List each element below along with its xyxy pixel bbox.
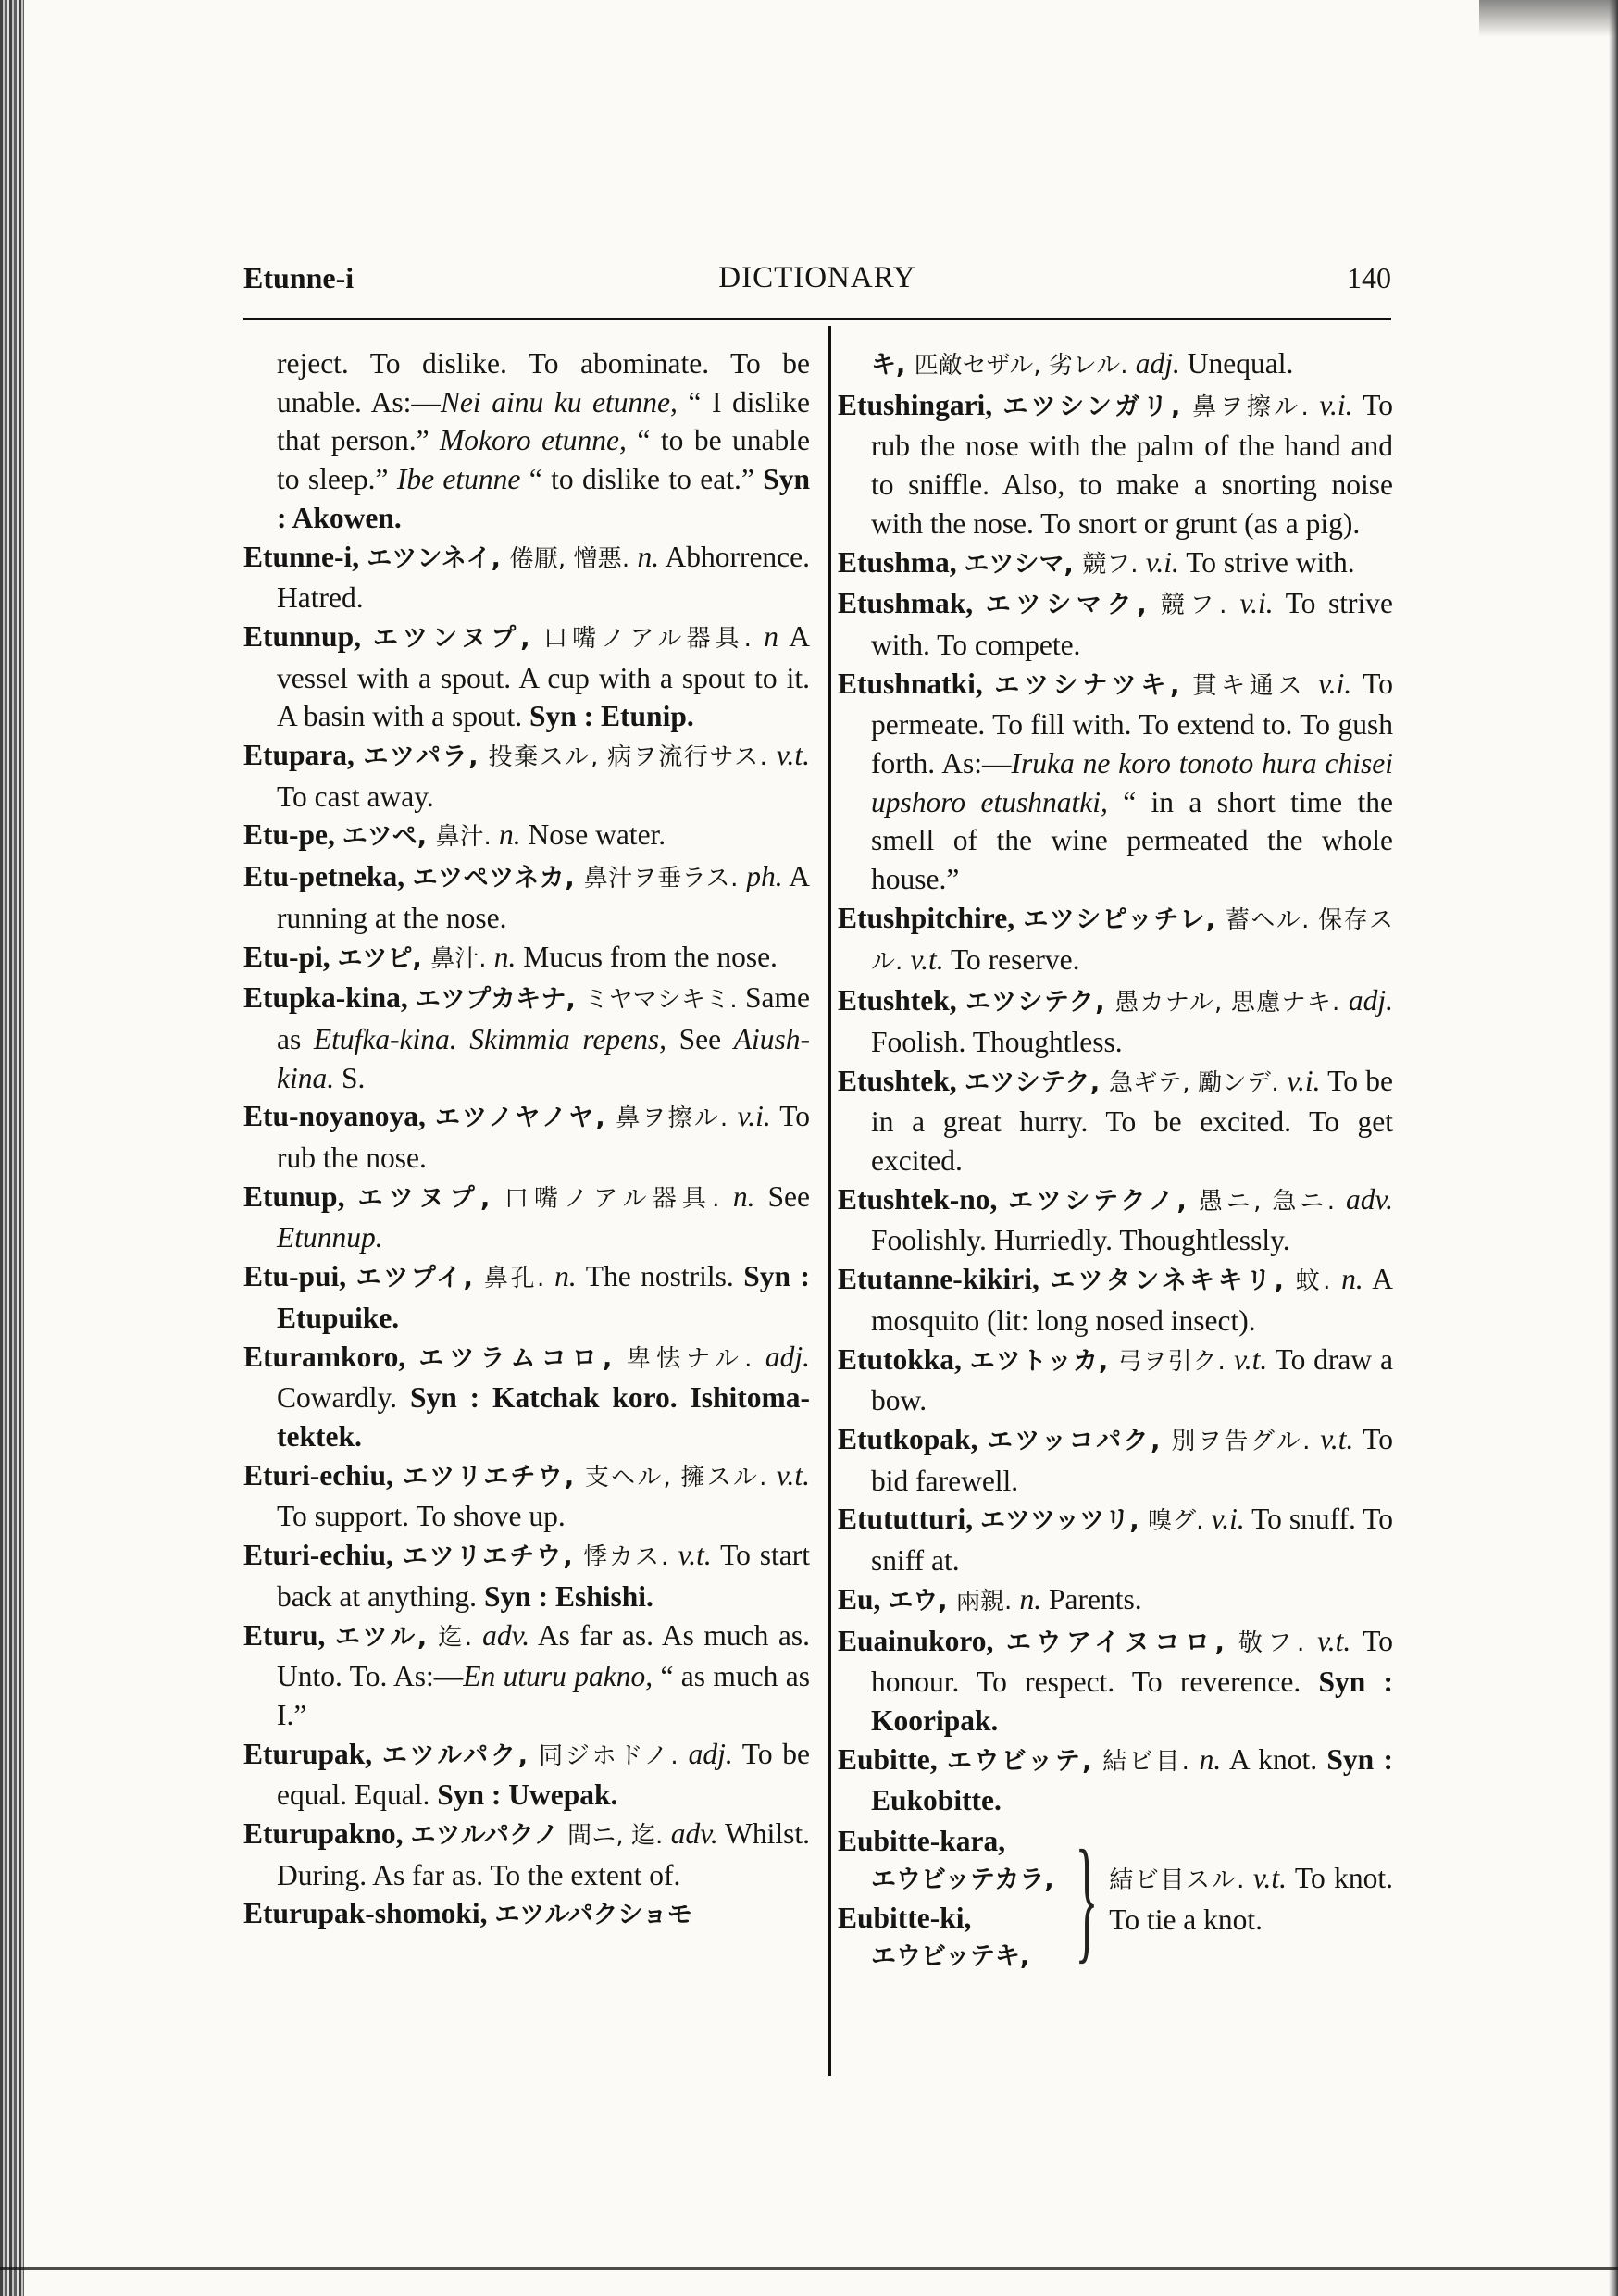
japanese-gloss: 結ビ目. — [1102, 1747, 1200, 1776]
japanese-gloss: 蚊. — [1295, 1267, 1342, 1296]
scan-bottom-edge — [0, 2267, 1618, 2270]
definition-text: “ to dislike to eat.” — [520, 463, 764, 496]
japanese-gloss: 結ビ目スル. — [1109, 1866, 1245, 1895]
headword-text: Syn : Eukobitte. — [871, 1742, 1394, 1817]
japanese-gloss: 鼻孔. — [483, 1265, 555, 1293]
japanese-gloss: 間ニ, 迄. — [567, 1822, 671, 1851]
italic-text: v.i. — [1287, 1064, 1321, 1097]
dictionary-entry — [838, 1260, 1393, 1340]
dictionary-entry — [243, 1616, 810, 1735]
japanese-gloss: 弓ヲ引ク. — [1117, 1347, 1235, 1376]
kana-text: エツプカキナ, — [415, 985, 585, 1015]
definition-text: To start back at anything. — [277, 1539, 810, 1613]
dictionary-entry — [243, 1735, 810, 1815]
kana-text: エツヌプ, — [357, 1183, 504, 1213]
page-binding-edge — [0, 0, 24, 2296]
kana-text: エツシテクノ, — [1007, 1186, 1199, 1216]
definition-text: Nose water. — [520, 818, 666, 852]
definition-text: To be equal. Equal. — [277, 1737, 810, 1812]
dictionary-entry — [838, 1341, 1393, 1420]
definition-text: To permeate. To fill with. To extend to. To gush forth. As:— — [871, 667, 1394, 780]
japanese-gloss: 倦厭, 憎悪. — [509, 544, 638, 573]
italic-text: Nei ainu ku etunne, — [440, 385, 678, 418]
definition-text: To strive with. To compete. — [871, 587, 1393, 661]
headword-text: Eturamkoro, — [243, 1340, 419, 1373]
headword-text: Etushingari, — [838, 388, 1003, 421]
japanese-gloss: ミヤマシキミ. — [584, 986, 746, 1015]
column-divider — [828, 326, 831, 2076]
dictionary-entry — [243, 736, 810, 816]
headword-text: Syn : Etupuike. — [277, 1260, 810, 1334]
definition-text: reject. To dislike. To abominate. To be unable. As:— — [277, 347, 810, 418]
italic-text: v.t. — [1234, 1342, 1268, 1376]
dictionary-entry — [838, 899, 1393, 981]
kana-text: エツパラ, — [363, 742, 489, 772]
kana-text: エツンネイ, — [367, 543, 510, 573]
dictionary-entry — [838, 1580, 1393, 1622]
definition-text: A mosquito (lit: long nosed insect). — [871, 1263, 1394, 1337]
definition-text: “ in a short time the smell of the wine permeated the whole house.” — [871, 785, 1393, 896]
italic-text: v.t. — [1317, 1624, 1351, 1657]
kana-text: エツンヌプ, — [372, 623, 544, 653]
italic-text: v.t. — [678, 1539, 712, 1572]
japanese-gloss: 鼻汁. — [430, 944, 494, 973]
definition-text: The nostrils. — [576, 1260, 744, 1293]
kana-text: エツリエチウ, — [403, 1462, 585, 1491]
headword-text: Etushpitchire, — [838, 901, 1024, 934]
headword-text: Etu-noyanoya, — [243, 1100, 435, 1133]
italic-text: adv. — [1345, 1182, 1394, 1216]
headword-text: Eturupak-shomoki, — [243, 1897, 495, 1930]
italic-text: adj. — [688, 1737, 733, 1770]
japanese-gloss: 急ギテ, 勵ンデ. — [1108, 1068, 1288, 1097]
definition-text: Foolish. Thoughtless. — [871, 1025, 1123, 1058]
italic-text: En uturu pakno, — [463, 1660, 653, 1693]
japanese-gloss: 口嘴ノアル器具. — [504, 1184, 733, 1213]
japanese-gloss: 口嘴ノアル器具. — [543, 624, 765, 653]
definition-text: Mucus from the nose. — [516, 940, 778, 973]
headword-text: Etunnup, — [243, 619, 373, 653]
headword-text: Etu-pe, — [243, 818, 342, 852]
headword-text: Syn : Katchak koro. Ishitoma-tektek. — [277, 1381, 811, 1453]
headword-text: Etu-petneka, — [243, 860, 413, 893]
definition-text: To bid farewell. — [871, 1422, 1393, 1497]
headword-text: Etutokka, — [838, 1342, 970, 1376]
headword-text: Etushtek, — [838, 984, 965, 1017]
italic-text: n. — [1199, 1742, 1222, 1776]
italic-text: v.i. — [1211, 1503, 1245, 1536]
definition-text: A vessel with a spout. A cup with a spout to it. A basin with a spout. — [277, 619, 810, 733]
italic-text: v.t. — [776, 1458, 810, 1491]
italic-text: v.t. — [776, 739, 810, 772]
kana-text: エツトッカ, — [969, 1346, 1118, 1376]
scan-corner-shade — [1479, 0, 1618, 37]
headword-text: Eturi-echiu, — [243, 1539, 403, 1572]
italic-text: n. — [1019, 1582, 1042, 1616]
definition-text: “ I dislike that person.” — [277, 385, 810, 457]
italic-text: v.t. — [1320, 1422, 1354, 1455]
continued-entry — [243, 344, 810, 538]
headword-text: Syn : Uwepak. — [437, 1778, 618, 1812]
japanese-gloss: 嗅グ. — [1148, 1507, 1212, 1536]
definition-text: “ as much as I.” — [277, 1660, 810, 1731]
headword-text: Etushmak, — [838, 587, 986, 620]
japanese-gloss: 投棄スル, 病ヲ流行サス. — [488, 743, 777, 772]
italic-text: Mokoro etunne, — [440, 424, 627, 457]
headword-text: Etushnatki, — [838, 667, 995, 700]
definition-text: See — [754, 1179, 810, 1213]
kana-text: エツル, — [334, 1622, 439, 1652]
headword: Eubitte-ki, — [838, 1902, 972, 1935]
headword-text: Etushma, — [838, 545, 965, 579]
italic-text: adj. — [1348, 984, 1394, 1017]
kana-text: エツリエチウ, — [402, 1542, 583, 1572]
headword-text: Etushtek-no, — [838, 1182, 1008, 1216]
japanese-gloss: 貫キ通ス — [1192, 671, 1319, 700]
italic-text: n. — [1341, 1263, 1363, 1296]
japanese-gloss: 鼻汁ヲ垂ラス. — [583, 865, 747, 893]
dictionary-entry — [243, 1257, 810, 1337]
japanese-gloss: 支ヘル, 擁スル. — [584, 1463, 777, 1491]
headword-text: Etupka-kina, — [243, 981, 416, 1015]
definition-text: A knot. — [1221, 1742, 1327, 1776]
kana-text: エツルパクノ — [410, 1821, 568, 1851]
running-head: Etunne-i — [243, 261, 355, 294]
definition-text: To be in a great hurry. To be excited. To get excited. — [871, 1064, 1393, 1178]
headword-kana: エウビッテカラ, — [871, 1865, 1054, 1894]
definition-text: Same as — [277, 981, 811, 1055]
definition-text: See — [666, 1022, 734, 1055]
japanese-gloss: 卑怯ナル. — [626, 1344, 765, 1373]
headword-text: Syn : Eshishi. — [483, 1579, 653, 1613]
dictionary-entry — [243, 538, 810, 618]
part-of-speech: v.t. — [1252, 1862, 1288, 1895]
dictionary-entry — [243, 938, 810, 980]
dictionary-entry — [838, 1062, 1393, 1180]
definition-text: To cast away. — [277, 780, 434, 813]
japanese-gloss: 競フ. — [1160, 592, 1240, 620]
headword-text: Etutkopak, — [838, 1422, 988, 1455]
continued-entry — [838, 344, 1393, 386]
italic-text: n. — [498, 818, 521, 852]
grouped-entry — [838, 1822, 1393, 1977]
dictionary-entry — [838, 1500, 1393, 1579]
headword-text: Eturu, — [243, 1618, 335, 1652]
italic-text: n. — [732, 1179, 755, 1213]
dictionary-entry — [243, 857, 810, 937]
dictionary-entry — [243, 816, 810, 857]
dictionary-entry — [243, 618, 810, 736]
kana-text: エツペ, — [342, 822, 436, 852]
definition-text: S. — [334, 1061, 366, 1094]
italic-text: v.i. — [1239, 587, 1274, 620]
japanese-gloss: 同ジホドノ. — [539, 1741, 689, 1770]
italic-text: n — [764, 619, 779, 653]
definition-text: Foolishly. Hurriedly. Thoughtlessly. — [871, 1224, 1290, 1257]
italic-text: Ibe etunne — [396, 463, 521, 496]
kana-text: エツシテク, — [965, 988, 1115, 1017]
headword-text: Eturi-echiu, — [243, 1458, 403, 1491]
kana-text: エツシテク, — [964, 1067, 1109, 1097]
kana-text: エツシピッチレ, — [1023, 905, 1226, 934]
italic-text: Iruka ne koro tonoto hura chisei upshoro etushnatki, — [871, 747, 1393, 818]
headword: Eubitte-kara, — [838, 1825, 1006, 1858]
definition-text: To snuff. To sniff at. — [871, 1503, 1393, 1578]
italic-text: v.i. — [1145, 545, 1179, 579]
headword-text: Syn : Akowen. — [277, 463, 810, 534]
italic-text: n. — [493, 940, 517, 973]
headword-text: Etutanne-kikiri, — [838, 1263, 1051, 1296]
definition-text: To knot. To tie a knot. — [1109, 1862, 1394, 1936]
kana-text: エウビッテ, — [946, 1746, 1103, 1776]
italic-text: n. — [637, 540, 660, 573]
kana-text: エツツッツリ, — [980, 1506, 1149, 1536]
definition-text: Whilst. During. As far as. To the extent of. — [277, 1817, 810, 1891]
definition-text: To honour. To respect. To reverence. — [871, 1624, 1393, 1699]
headword-text: Eturupakno, — [243, 1817, 411, 1851]
definition-text: “ to be unable to sleep.” — [277, 424, 811, 496]
definition-text: Abhorrence. Hatred. — [277, 540, 811, 615]
kana-text: キ, — [871, 351, 915, 380]
kana-text: エツノヤノヤ, — [434, 1104, 616, 1133]
headword-text: Etushtek, — [838, 1064, 965, 1097]
kana-text: エツプイ, — [355, 1264, 484, 1293]
headword-text: Etututturi, — [838, 1503, 981, 1536]
page-number: 140 — [1347, 261, 1391, 294]
dictionary-entry — [838, 584, 1393, 664]
italic-text: v.i. — [1318, 667, 1352, 700]
japanese-gloss: 競フ. — [1082, 550, 1146, 579]
kana-text: エウ, — [888, 1586, 956, 1616]
italic-text: Etufka-kina. Skimmia repens, — [313, 1022, 667, 1055]
dictionary-entry — [838, 981, 1393, 1061]
page-title: DICTIONARY — [718, 261, 916, 294]
headword-text: Syn : Etunip. — [529, 700, 694, 733]
definition-text: Parents. — [1041, 1582, 1142, 1616]
japanese-gloss: 兩親. — [955, 1587, 1020, 1616]
dictionary-entry — [838, 386, 1393, 543]
page-header — [243, 261, 1391, 307]
italic-text: v.i. — [737, 1100, 771, 1133]
italic-text: Aiush-kina. — [277, 1022, 810, 1094]
japanese-gloss: 匹敵セザル, 劣レル. — [914, 352, 1136, 380]
headword-text: Etupara, — [243, 739, 364, 772]
japanese-gloss: 別ヲ告グル. — [1171, 1427, 1321, 1455]
grouping-brace: } — [1075, 1822, 1099, 1977]
dictionary-entry — [243, 1338, 810, 1456]
japanese-gloss: 迄. — [438, 1623, 483, 1652]
dictionary-entry — [243, 1536, 810, 1616]
dictionary-entry — [838, 543, 1393, 585]
dictionary-entry — [243, 1456, 810, 1536]
kana-text: エウアイヌコロ, — [1005, 1628, 1238, 1657]
japanese-gloss: 鼻ヲ擦ル. — [616, 1104, 738, 1133]
italic-text: adv. — [670, 1817, 718, 1851]
dictionary-entry — [838, 1741, 1393, 1820]
headword-text: Eturupak, — [243, 1737, 382, 1770]
grouped-headwords — [838, 1822, 1066, 1977]
headword-kana: エウビッテキ, — [871, 1942, 1030, 1972]
kana-text: エツシマク, — [985, 591, 1161, 620]
kana-text: エツシマ, — [964, 549, 1083, 579]
kana-text: エツシナツキ, — [994, 670, 1193, 700]
right-column — [838, 344, 1393, 1977]
definition-text: As far as. As much as. Unto. To. As:— — [277, 1618, 810, 1693]
italic-text: v.i. — [1319, 388, 1353, 421]
japanese-gloss: 鼻ヲ擦ル. — [1191, 393, 1320, 421]
headword-text: Syn : Kooripak. — [871, 1666, 1394, 1737]
kana-text: エツピ, — [337, 943, 431, 973]
dictionary-entry — [243, 1097, 810, 1177]
kana-text: エツシンガリ, — [1002, 392, 1192, 421]
japanese-gloss: 蓄ヘル. 保存スル. — [871, 905, 1394, 976]
definition-text: Unequal. — [1179, 347, 1294, 380]
definition-text: To rub the nose with the palm of the hand and to sniffle. Also, to make a snorting noise with the nose. To snort or grunt (as a pig). — [871, 388, 1393, 540]
kana-text: エツッコパク, — [987, 1426, 1172, 1455]
dictionary-entry — [838, 1420, 1393, 1500]
headword-text: Etunne-i, — [243, 540, 367, 573]
italic-text: v.t. — [910, 942, 944, 976]
kana-text: エツルパクショモ — [494, 1901, 692, 1930]
italic-text: adj. — [765, 1340, 811, 1373]
kana-text: エツラムコロ, — [418, 1343, 627, 1373]
grouped-definition — [1109, 1859, 1393, 1939]
definition-text: A running at the nose. — [277, 860, 810, 934]
kana-text: エツルパク, — [381, 1741, 540, 1770]
dictionary-entry — [243, 979, 810, 1097]
page-right-edge-shadow — [1609, 0, 1618, 2296]
headword-text: Etunup, — [243, 1179, 358, 1213]
italic-text: adv. — [482, 1618, 530, 1652]
italic-text: Etunnup. — [277, 1221, 383, 1254]
definition-text: Cowardly. — [277, 1381, 410, 1415]
japanese-gloss: 敬フ. — [1238, 1628, 1318, 1657]
headword-text: Euainukoro, — [838, 1624, 1006, 1657]
italic-text: n. — [554, 1260, 577, 1293]
definition-text: To draw a bow. — [871, 1342, 1394, 1417]
headword-text: Etu-pui, — [243, 1260, 356, 1293]
italic-text: ph. — [746, 860, 783, 893]
japanese-gloss: 愚カナル, 思慮ナキ. — [1114, 989, 1349, 1017]
italic-text: adj. — [1135, 347, 1180, 380]
headword-text: Eu, — [838, 1582, 889, 1616]
japanese-gloss: 愚ニ, 急ニ. — [1198, 1187, 1346, 1216]
dictionary-entry — [243, 1178, 810, 1257]
dictionary-entry — [243, 1894, 810, 1935]
japanese-gloss: 悸カス. — [583, 1543, 678, 1572]
header-rule — [243, 318, 1391, 320]
dictionary-entry — [838, 1180, 1393, 1260]
headword-text: Etu-pi, — [243, 940, 338, 973]
definition-text: To rub the nose. — [277, 1100, 810, 1175]
left-column — [243, 344, 810, 1935]
japanese-gloss: 鼻汁. — [435, 823, 499, 852]
dictionary-entry — [838, 1622, 1393, 1741]
definition-text: To strive with. — [1178, 545, 1355, 579]
headword-text: Eubitte, — [838, 1742, 947, 1776]
dictionary-entry — [838, 665, 1393, 899]
kana-text: エツタンネキキリ, — [1050, 1267, 1296, 1296]
kana-text: エツペツネカ, — [412, 864, 584, 893]
dictionary-entry — [243, 1815, 810, 1894]
definition-text: To support. To shove up. — [277, 1500, 566, 1533]
definition-text: To reserve. — [943, 942, 1080, 976]
